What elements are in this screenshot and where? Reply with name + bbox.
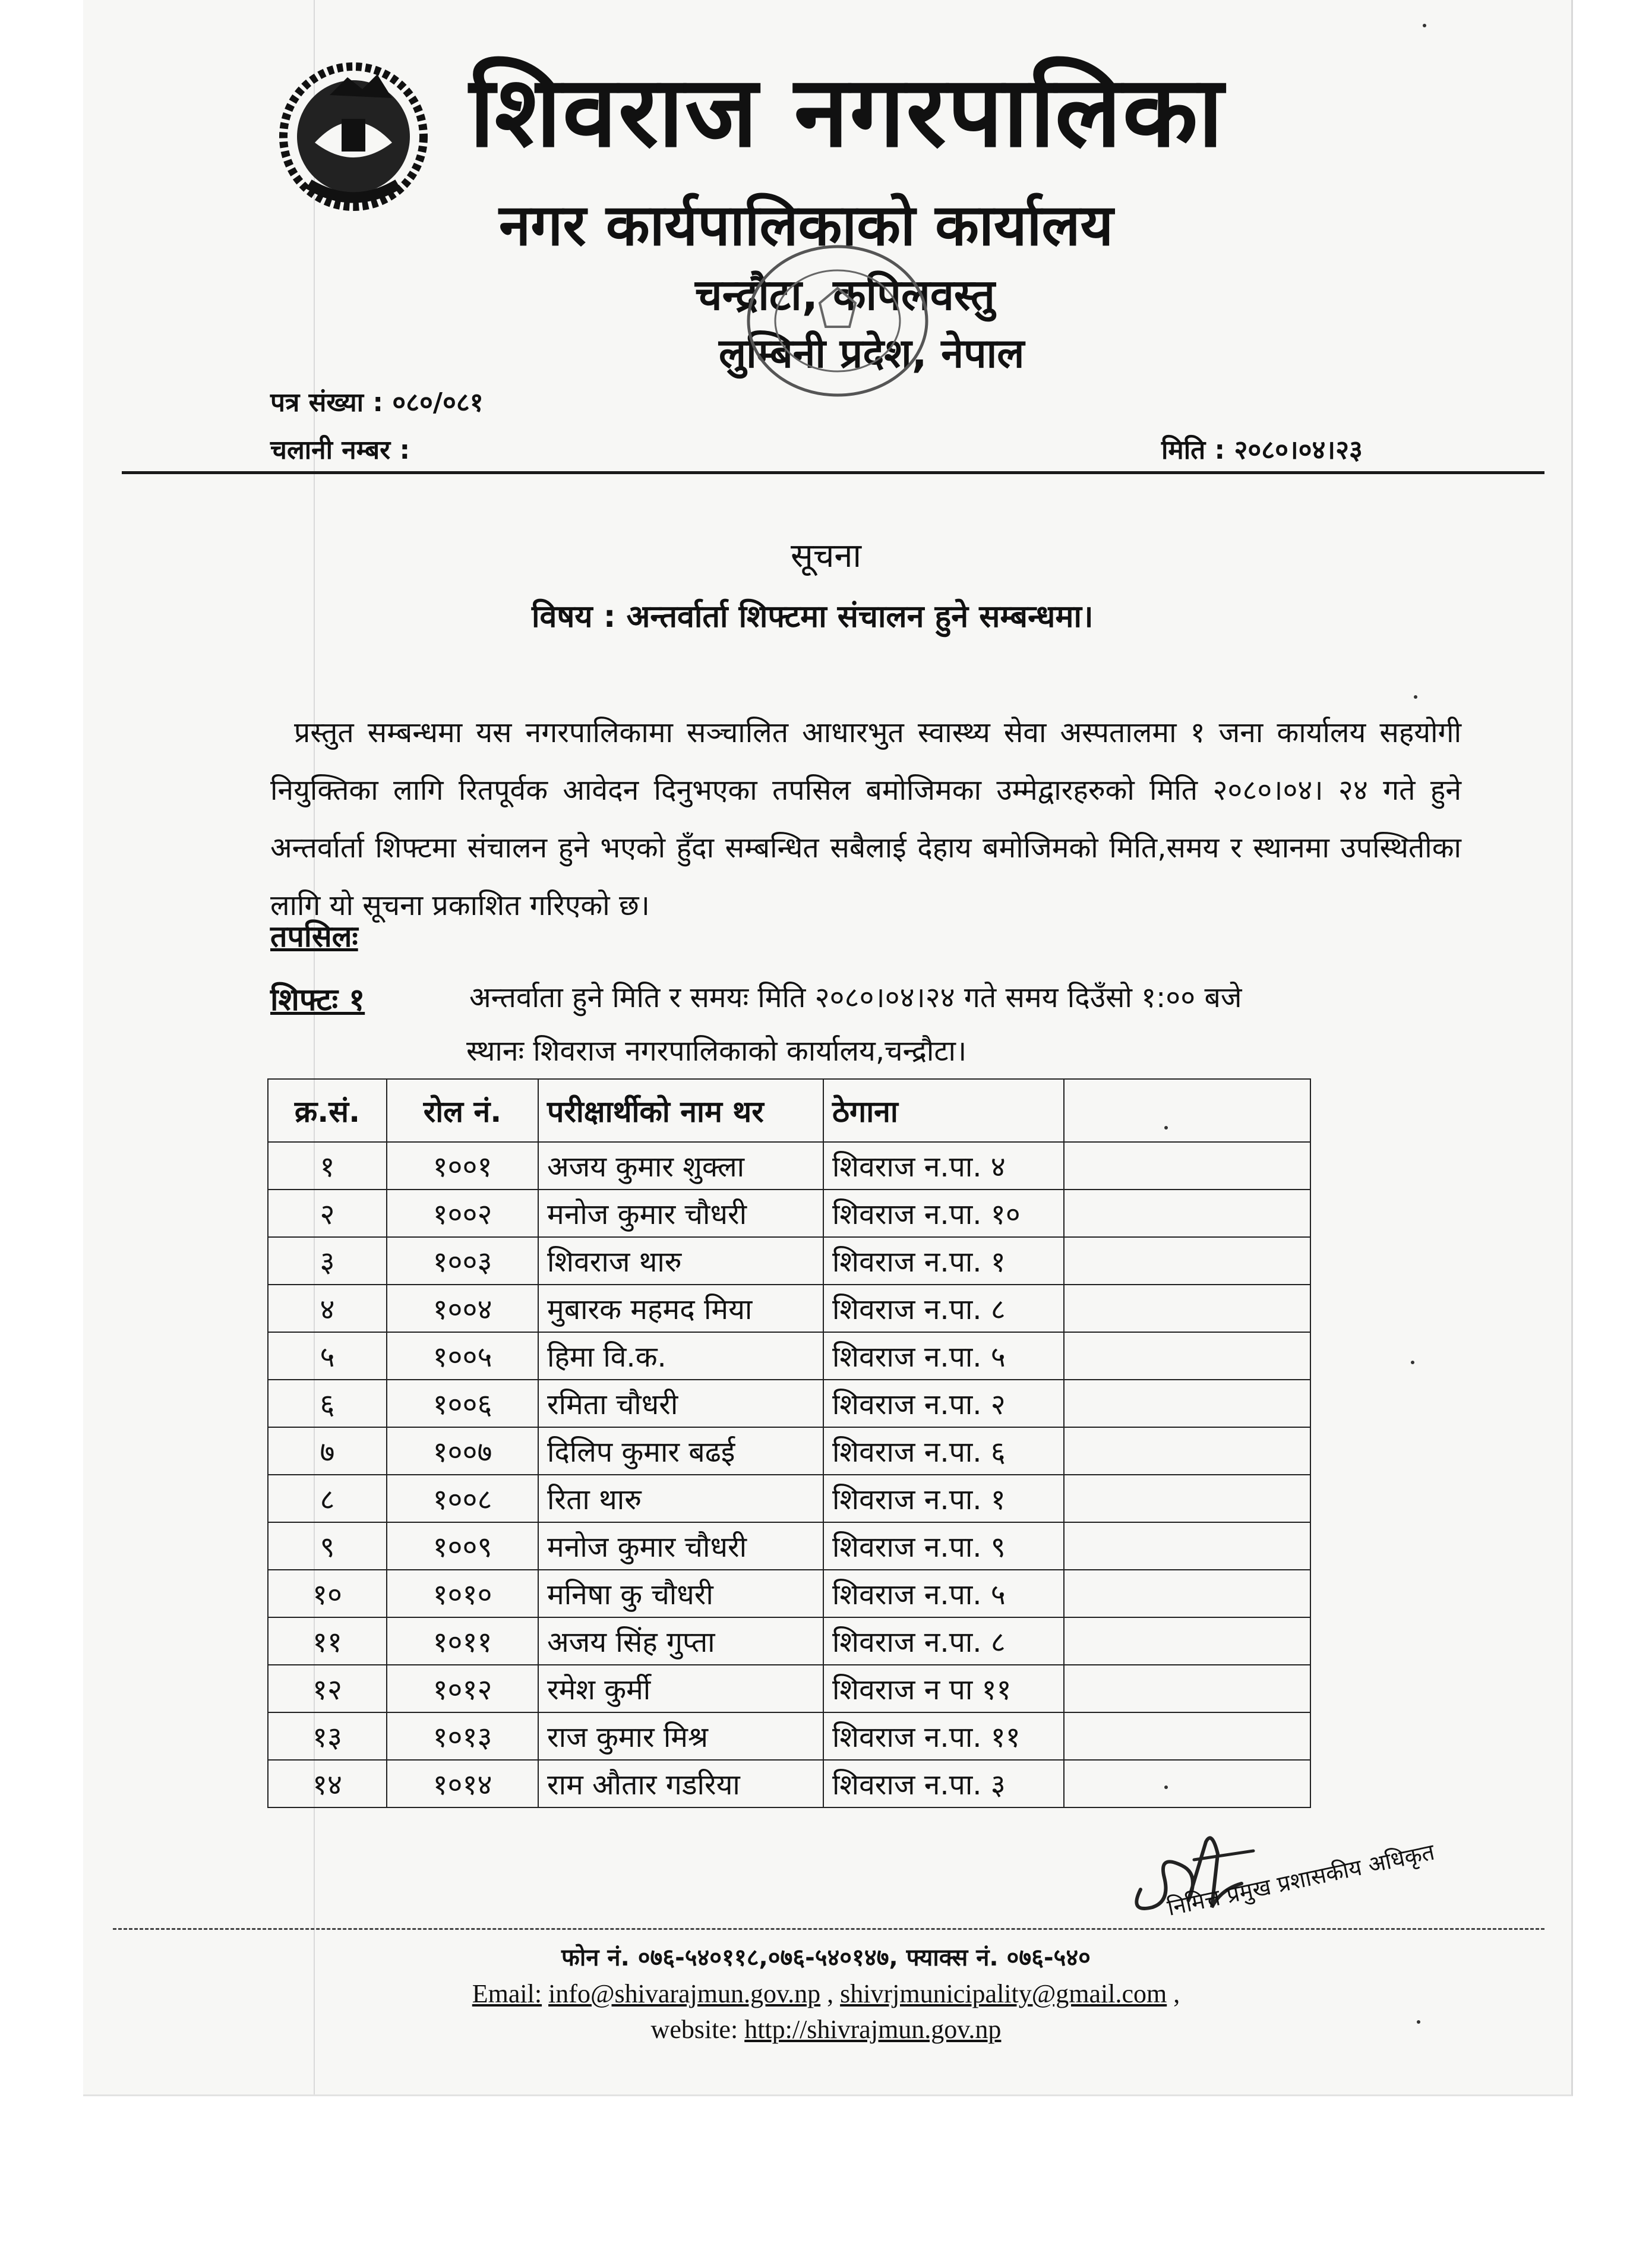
cell-blank (1064, 1237, 1310, 1285)
cell-address: शिवराज न.पा. ५ (823, 1332, 1064, 1380)
header-serial: क्र.सं. (268, 1079, 387, 1142)
cell-roll: १००१ (387, 1142, 538, 1190)
cell-roll: १००५ (387, 1332, 538, 1380)
cell-name: अजय कुमार शुक्ला (538, 1142, 823, 1190)
dispatch-label: चलानी नम्बर : (270, 435, 410, 465)
reference-value: ०८०/०८१ (392, 387, 484, 418)
cell-address: शिवराज न.पा. १० (823, 1190, 1064, 1237)
subject-label: विषय : (532, 599, 616, 635)
cell-roll: १०१२ (387, 1665, 538, 1712)
table-row (268, 1665, 1310, 1712)
subject-text: अन्तर्वार्ता शिफ्टमा संचालन हुने सम्बन्धमा। (626, 599, 1094, 635)
cell-address: शिवराज न.पा. ११ (823, 1712, 1064, 1760)
address-line-2: लुम्बिनी प्रदेश, नेपाल (719, 330, 1025, 377)
footer-email: Email: info@shivarajmun.gov.np , shivrjmunicipality@gmail.com , (472, 1979, 1180, 2008)
officer-designation: निमित्त प्रमुख प्रशासकीय अधिकृत (1165, 1838, 1437, 1921)
cell-serial: ९ (268, 1522, 387, 1570)
address-line-1: चन्द्रौटा, कपिलवस्तु (695, 270, 995, 320)
office-seal-stamp-icon (731, 232, 945, 410)
cell-blank (1064, 1427, 1310, 1475)
header-address: ठेगाना (823, 1079, 1064, 1142)
email-link-1[interactable]: info@shivarajmun.gov.np (548, 1979, 821, 2008)
cell-address: शिवराज न.पा. ८ (823, 1285, 1064, 1332)
cell-address: शिवराज न.पा. १ (823, 1237, 1064, 1285)
cell-blank (1064, 1332, 1310, 1380)
cell-name: मनोज कुमार चौधरी (538, 1190, 823, 1237)
shift-label: शिफ्टः १ (270, 982, 365, 1018)
cell-roll: १००८ (387, 1475, 538, 1522)
cell-blank (1064, 1475, 1310, 1522)
cell-address: शिवराज न.पा. ९ (823, 1522, 1064, 1570)
website-label: website: (650, 2015, 738, 2044)
table-header-row (268, 1079, 1310, 1142)
scan-speck (1423, 24, 1426, 27)
cell-address: शिवराज न.पा. २ (823, 1380, 1064, 1427)
email-link-2[interactable]: shivrjmunicipality@gmail.com (840, 1979, 1167, 2008)
shift-date-time: अन्तर्वाता हुने मिति र समयः मिति २०८०।०४।२४ गते समय दिउँसो १:०० बजे (469, 981, 1242, 1014)
cell-name: राम औतार गडरिया (538, 1760, 823, 1807)
details-label: तपसिलः (270, 919, 358, 954)
cell-roll: १००९ (387, 1522, 538, 1570)
cell-address: शिवराज न.पा. ८ (823, 1617, 1064, 1665)
reference-number (270, 383, 484, 419)
reference-label: पत्र संख्या : (270, 387, 383, 418)
cell-name: मनोज कुमार चौधरी (538, 1522, 823, 1570)
cell-roll: १०१० (387, 1570, 538, 1617)
date-label: मिति : (1161, 435, 1225, 465)
cell-blank (1064, 1665, 1310, 1712)
cell-address: शिवराज न.पा. ५ (823, 1570, 1064, 1617)
table-row (268, 1617, 1310, 1665)
cell-roll: १०१३ (387, 1712, 538, 1760)
letter-date (1161, 431, 1363, 466)
cell-blank (1064, 1522, 1310, 1570)
header-name: परीक्षार्थीको नाम थर (538, 1079, 823, 1142)
cell-roll: १०११ (387, 1617, 538, 1665)
cell-serial: १३ (268, 1712, 387, 1760)
header-blank (1064, 1079, 1310, 1142)
scan-speck (1164, 1126, 1168, 1130)
table-row (268, 1190, 1310, 1237)
scan-speck (1164, 1785, 1168, 1789)
cell-address: शिवराज न पा ११ (823, 1665, 1064, 1712)
cell-roll: १००३ (387, 1237, 538, 1285)
footer-phone: फोन नं. ०७६-५४०११८,०७६-५४०१४७, फ्याक्स नं. ०७६-५४० (561, 1944, 1091, 1971)
cell-serial: १ (268, 1142, 387, 1190)
footer-website (0, 2014, 1652, 2045)
cell-serial: ११ (268, 1617, 387, 1665)
scan-speck (1411, 1361, 1414, 1364)
cell-blank (1064, 1190, 1310, 1237)
cell-blank (1064, 1380, 1310, 1427)
header-divider (122, 471, 1544, 474)
candidate-table (267, 1078, 1311, 1808)
cell-name: दिलिप कुमार बढई (538, 1427, 823, 1475)
cell-blank (1064, 1285, 1310, 1332)
cell-serial: १२ (268, 1665, 387, 1712)
table-row (268, 1332, 1310, 1380)
cell-name: हिमा वि.क. (538, 1332, 823, 1380)
cell-serial: ६ (268, 1380, 387, 1427)
notice-subject (532, 594, 1094, 636)
notice-heading: सूचना (791, 537, 861, 575)
table-row (268, 1522, 1310, 1570)
cell-name: मनिषा कु चौधरी (538, 1570, 823, 1617)
cell-blank (1064, 1142, 1310, 1190)
notice-body-text: प्रस्तुत सम्बन्धमा यस नगरपालिकामा सञ्चालित आधारभुत स्वास्थ्य सेवा अस्पतालमा १ जना कार्यालय सहयोगी नियुक्तिका लागि रितपूर्वक आवेदन दिनुभएका तपसिल बमोजिमका उम्मेद्वारहरुको मिति २०८०।०४। २४ गते हुने अन्तर्वार्ता शिफ्टमा संचालन हुने भएको हुँदा सम्बन्धित सबैलाई देहाय बमोजिमको मिति,समय र स्थानमा उपस्थितीका लागि यो सूचना प्रकाशित गरिएको छ। (270, 716, 1461, 922)
cell-roll: १००७ (387, 1427, 538, 1475)
cell-serial: १० (268, 1570, 387, 1617)
cell-serial: ८ (268, 1475, 387, 1522)
municipality-emblem-icon (273, 53, 434, 214)
footer-divider (113, 1928, 1544, 1930)
cell-roll: १००६ (387, 1380, 538, 1427)
dispatch-number (270, 431, 410, 466)
cell-serial: ७ (268, 1427, 387, 1475)
cell-serial: ३ (268, 1237, 387, 1285)
table-row (268, 1475, 1310, 1522)
cell-address: शिवराज न.पा. ४ (823, 1142, 1064, 1190)
shift-venue: स्थानः शिवराज नगरपालिकाको कार्यालय,चन्द्रौटा। (466, 1034, 967, 1068)
cell-name: मुबारक महमद मिया (538, 1285, 823, 1332)
cell-blank (1064, 1570, 1310, 1617)
table-row (268, 1712, 1310, 1760)
table-row (268, 1380, 1310, 1427)
website-link[interactable]: http://shivrajmun.gov.np (744, 2015, 1002, 2044)
table-row (268, 1570, 1310, 1617)
header-roll: रोल नं. (387, 1079, 538, 1142)
cell-serial: २ (268, 1190, 387, 1237)
cell-address: शिवराज न.पा. ६ (823, 1427, 1064, 1475)
scan-speck (1417, 2020, 1420, 2024)
office-subtitle: नगर कार्यपालिकाको कार्यालय (499, 192, 1114, 258)
cell-name: राज कुमार मिश्र (538, 1712, 823, 1760)
cell-serial: ४ (268, 1285, 387, 1332)
cell-roll: १०१४ (387, 1760, 538, 1807)
cell-address: शिवराज न.पा. ३ (823, 1760, 1064, 1807)
cell-name: रिता थारु (538, 1475, 823, 1522)
table-row (268, 1237, 1310, 1285)
notice-body (270, 704, 1461, 935)
date-value: २०८०।०४।२३ (1234, 435, 1363, 465)
cell-address: शिवराज न.पा. १ (823, 1475, 1064, 1522)
cell-blank (1064, 1712, 1310, 1760)
table-row (268, 1760, 1310, 1807)
scan-speck (1414, 695, 1417, 699)
cell-name: शिवराज थारु (538, 1237, 823, 1285)
table-row (268, 1142, 1310, 1190)
cell-name: रमिता चौधरी (538, 1380, 823, 1427)
municipality-title: शिवराज नगरपालिका (469, 55, 1225, 169)
cell-blank (1064, 1760, 1310, 1807)
table-row (268, 1285, 1310, 1332)
cell-roll: १००२ (387, 1190, 538, 1237)
cell-roll: १००४ (387, 1285, 538, 1332)
table-row (268, 1427, 1310, 1475)
cell-serial: ५ (268, 1332, 387, 1380)
email-label: Email: (472, 1979, 542, 2008)
cell-blank (1064, 1617, 1310, 1665)
cell-serial: १४ (268, 1760, 387, 1807)
cell-name: रमेश कुर्मी (538, 1665, 823, 1712)
cell-name: अजय सिंह गुप्ता (538, 1617, 823, 1665)
